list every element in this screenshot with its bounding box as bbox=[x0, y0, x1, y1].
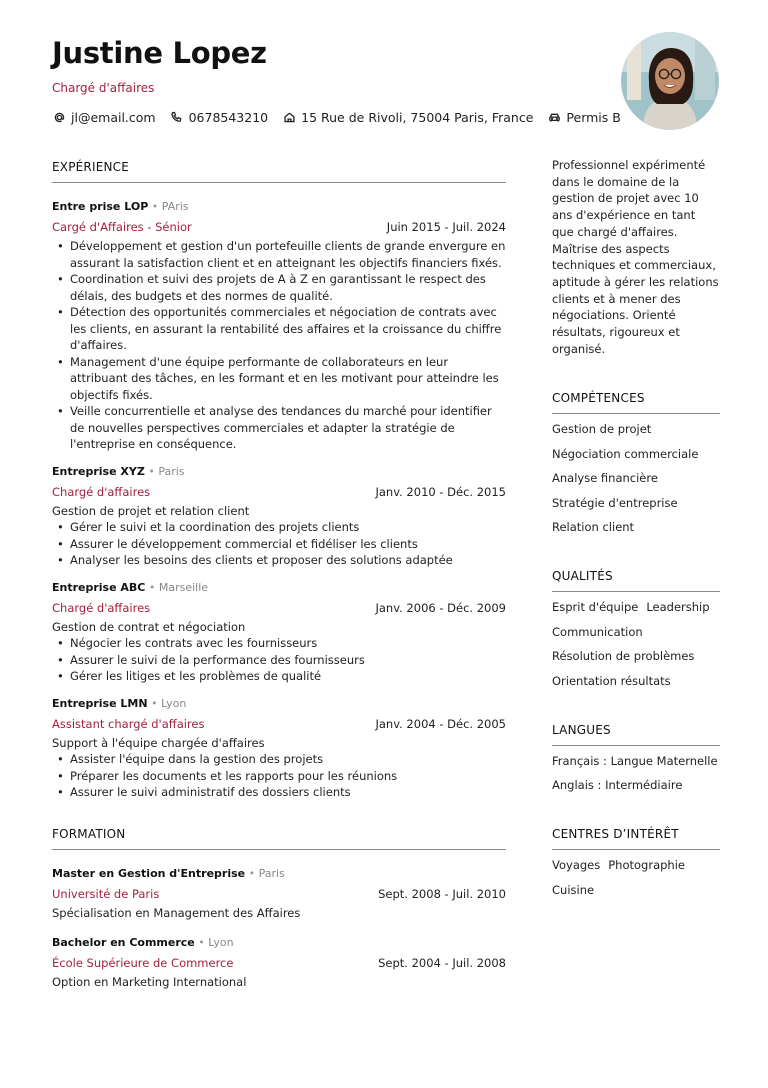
profile-summary: Professionnel expérimenté dans le domaine de la gestion de projet avec 10 ans d'expérience en tant que chargé d'affaires. Maîtrise des aspects techniques et commerciaux, aptitude à gérer les relations clients et à mener des négociations. Orienté résultats, rigoureux et organisé. bbox=[552, 158, 719, 356]
skill-item: Relation client bbox=[552, 520, 635, 535]
job-title: Chargé d'affaires bbox=[52, 81, 155, 95]
role-title: Assistant chargé d'affaires bbox=[52, 716, 205, 731]
role-dates: Janv. 2006 - Déc. 2009 bbox=[375, 600, 506, 615]
phone-text: 0678543210 bbox=[188, 110, 269, 125]
role-title: Chargé d'affaires bbox=[52, 484, 151, 499]
email-text: jl@email.com bbox=[71, 110, 156, 125]
sidebar-column bbox=[552, 157, 720, 906]
education-detail: Option en Marketing International bbox=[52, 975, 247, 989]
school-location: Paris bbox=[258, 866, 285, 880]
company-location: Lyon bbox=[161, 696, 187, 710]
education-item: Bachelor en Commerce • Lyon École Supérieure de Commerce Sept. 2004 - Juil. 2008 Option en Marketing International bbox=[52, 936, 506, 989]
company-name: Entre prise LOP bbox=[52, 200, 149, 213]
role-summary: Gestion de contrat et négociation bbox=[52, 619, 246, 634]
name: Justine Lopez bbox=[52, 36, 267, 70]
company-location: Paris bbox=[158, 464, 185, 478]
interest-item: Cuisine bbox=[552, 882, 595, 897]
quality-item: Communication bbox=[552, 624, 643, 639]
list-item: • Gérer le suivi et la coordination des projets clients bbox=[52, 519, 506, 536]
list-item: • Assister l'équipe dans la gestion des projets bbox=[52, 751, 506, 768]
contact-address[interactable] bbox=[282, 110, 533, 125]
experience-item: Entreprise XYZ • Paris Chargé d'affaires Janv. 2010 - Déc. 2015 Gestion de projet et relation client • Gérer le suivi et la coordination des projets clients • Assurer le développement commercial et fidéliser les clients • Analyser les besoins des clients et proposer des solutions adaptée bbox=[52, 465, 506, 569]
list-item: • Assurer le développement commercial et fidéliser les clients bbox=[52, 536, 506, 553]
language-item: Anglais : Intermédiaire bbox=[552, 778, 683, 793]
qualities-section bbox=[552, 569, 720, 689]
language-item: Français : Langue Maternelle bbox=[552, 753, 718, 768]
list-item: • Détection des opportunités commerciales et négociation de contrats avec les clients, en assurant la rentabilité des affaires et la croissance du chiffre d'affaires. bbox=[52, 304, 506, 354]
skill-item: Analyse financière bbox=[552, 471, 658, 486]
list-item: • Préparer les documents et les rapports pour les réunions bbox=[52, 768, 506, 785]
profile-photo bbox=[621, 32, 719, 130]
school-name: Université de Paris bbox=[52, 886, 160, 901]
education-dates: Sept. 2004 - Juil. 2008 bbox=[378, 956, 506, 970]
degree-name: Bachelor en Commerce bbox=[52, 936, 195, 949]
list-item: • Veille concurrentielle et analyse des tendances du marché pour identifier de nouvelles perspectives commerciales et adapter la stratégie de l'entreprise en conséquence. bbox=[52, 403, 506, 453]
skills-section bbox=[552, 391, 720, 535]
car-icon bbox=[547, 111, 561, 125]
company-location: PAris bbox=[161, 200, 189, 213]
company-name: Entreprise XYZ bbox=[52, 464, 145, 478]
contact-bar bbox=[52, 110, 635, 125]
contact-license bbox=[547, 110, 620, 125]
role-title: Chargé d'affaires bbox=[52, 600, 151, 615]
skills-heading: COMPÉTENCES bbox=[552, 391, 720, 414]
interests-heading: CENTRES D’INTÉRÊT bbox=[552, 827, 720, 850]
interest-item: Voyages bbox=[552, 858, 601, 873]
list-item: • Assurer le suivi de la performance des fournisseurs bbox=[52, 652, 506, 669]
experience-item: Entreprise LMN • Lyon Assistant chargé d'affaires Janv. 2004 - Déc. 2005 Support à l'équipe chargée d'affaires • Assister l'équipe dans la gestion des projets • Préparer les documents et les rapports pour les réunions • Assurer le suivi administratif des dossiers clients bbox=[52, 697, 506, 801]
skill-item: Négociation commerciale bbox=[552, 446, 699, 461]
list-item: • Assurer le suivi administratif des dossiers clients bbox=[52, 784, 506, 801]
experience-item: Entreprise ABC • Marseille Chargé d'affaires Janv. 2006 - Déc. 2009 Gestion de contrat et négociation • Négocier les contrats avec les fournisseurs • Assurer le suivi de la performance des fournisseurs • Gérer les litiges et les problèmes de qualité bbox=[52, 581, 506, 685]
skill-item: Stratégie d'entreprise bbox=[552, 495, 678, 510]
role-dates: Juin 2015 - Juil. 2024 bbox=[386, 220, 506, 234]
school-location: Lyon bbox=[208, 936, 234, 949]
address-text: 15 Rue de Rivoli, 75004 Paris, France bbox=[301, 110, 534, 125]
list-item: • Gérer les litiges et les problèmes de qualité bbox=[52, 668, 506, 685]
main-column bbox=[52, 160, 506, 1003]
quality-item: Esprit d'équipe bbox=[552, 600, 639, 615]
education-dates: Sept. 2008 - Juil. 2010 bbox=[378, 886, 506, 901]
education-detail: Spécialisation en Management des Affaires bbox=[52, 905, 301, 920]
company-name: Entreprise ABC bbox=[52, 580, 146, 594]
languages-heading: LANGUES bbox=[552, 723, 720, 746]
contact-email[interactable] bbox=[52, 110, 156, 125]
role-dates: Janv. 2010 - Déc. 2015 bbox=[375, 484, 506, 499]
experience-item: Entre prise LOP • PAris Cargé d'Affaires - Sénior Juin 2015 - Juil. 2024 • Développement et gestion d'un portefeuille clients de grande envergure en assurant la satisfaction client et en atteignant les objectifs financiers fixés. • Coordination et suivi des projets de A à Z en garantissant le respect des délais, des budgets et des normes de qualité. • Détection des opportunités commerciales et négociation de contrats avec les clients, en assurant la rentabilité des affaires et la croissance du chiffre d'affaires. • Management d'une équipe performante de collaborateurs en leur attribuant des tâches, en les formant et en les motivant pour atteindre les objectifs fixés. • Veille concurrentielle et analyse des tendances du marché pour identifier de nouvelles perspectives commerciales et adapter la stratégie de l'entreprise en conséquence. bbox=[52, 200, 506, 453]
company-location: Marseille bbox=[158, 580, 209, 594]
at-icon bbox=[52, 111, 66, 125]
list-item: • Management d'une équipe performante de collaborateurs en leur attribuant des tâches, en les formant et en les motivant pour atteindre les objectifs fixés. bbox=[52, 354, 506, 404]
contact-phone[interactable] bbox=[170, 110, 269, 125]
role-summary: Gestion de projet et relation client bbox=[52, 503, 250, 518]
company-name: Entreprise LMN bbox=[52, 696, 148, 710]
home-icon bbox=[282, 111, 296, 125]
phone-icon bbox=[170, 111, 184, 125]
education-item: Master en Gestion d'Entreprise • Paris Université de Paris Sept. 2008 - Juil. 2010 Spécialisation en Management des Affaires bbox=[52, 866, 506, 920]
skill-item: Gestion de projet bbox=[552, 422, 652, 437]
list-item: • Négocier les contrats avec les fournisseurs bbox=[52, 635, 506, 652]
role-title: Cargé d'Affaires - Sénior bbox=[52, 220, 192, 234]
quality-item: Orientation résultats bbox=[552, 673, 671, 688]
experience-heading: EXPÉRIENCE bbox=[52, 160, 506, 183]
quality-item: Leadership bbox=[646, 600, 710, 615]
role-dates: Janv. 2004 - Déc. 2005 bbox=[375, 716, 506, 731]
interests-section bbox=[552, 827, 720, 898]
school-name: École Supérieure de Commerce bbox=[52, 956, 234, 970]
formation-section bbox=[52, 827, 506, 991]
formation-heading: FORMATION bbox=[52, 827, 506, 850]
quality-item: Résolution de problèmes bbox=[552, 649, 695, 664]
list-item: • Développement et gestion d'un portefeuille clients de grande envergure en assurant la satisfaction client et en atteignant les objectifs financiers fixés. bbox=[52, 238, 506, 271]
list-item: • Coordination et suivi des projets de A à Z en garantissant le respect des délais, des budgets et des normes de qualité. bbox=[52, 271, 506, 304]
list-item: • Analyser les besoins des clients et proposer des solutions adaptée bbox=[52, 552, 506, 569]
interest-item: Photographie bbox=[608, 858, 685, 873]
languages-section bbox=[552, 723, 720, 794]
license-text: Permis B bbox=[566, 110, 621, 125]
degree-name: Master en Gestion d'Entreprise bbox=[52, 866, 246, 880]
role-summary: Support à l'équipe chargée d'affaires bbox=[52, 735, 265, 750]
qualities-heading: QUALITÉS bbox=[552, 569, 720, 592]
